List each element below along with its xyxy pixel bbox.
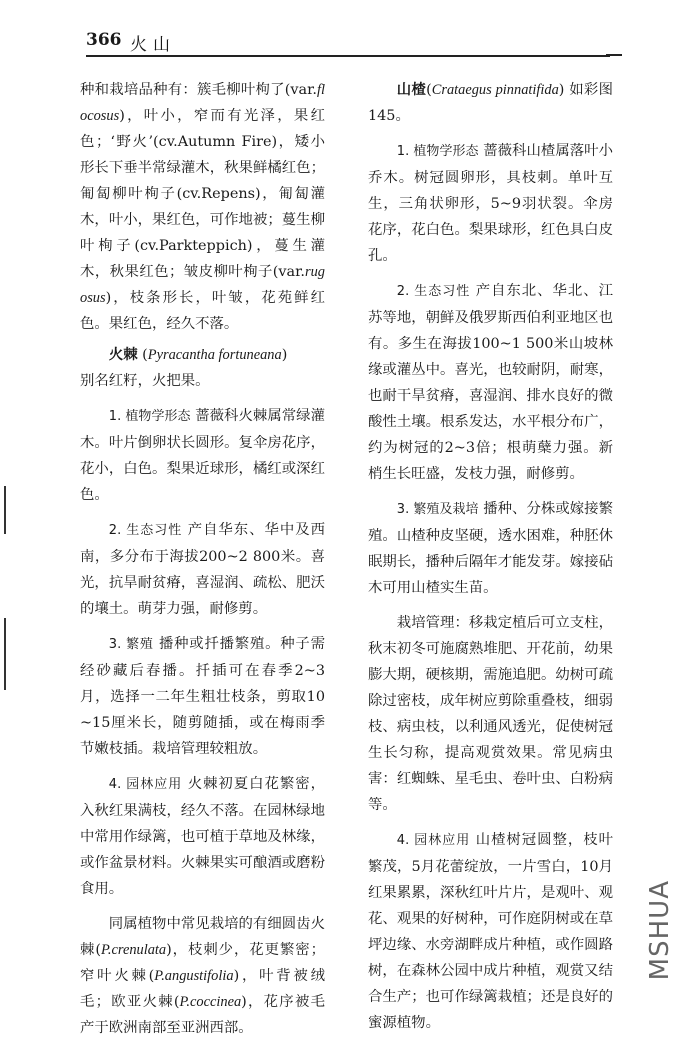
section-landscape-use: 4. 园林应用 山楂树冠圆整，枝叶繁茂，5月花蕾绽放，一片雪白，10月红果累累，深秋红叶片片，是观叶、观花、观果的好树种，可作庭阴树或在草坪边缘、水旁湖畔成片种植，或作圆路树，在森林公园中成片种植，观赏又结合生产；也可作绿篱栽植；还是良好的蜜源植物。 <box>368 832 613 1031</box>
right-column <box>368 77 613 1036</box>
cultivar-paragraph: 种和栽培品种有：簇毛柳叶枸了(var.flocosus)，叶小，窄而有光泽，果红色；‘野火’(cv.Autumn Fire)，矮小形长下垂半常绿灌木，秋果鲜橘红色；匍匐柳叶栒子(cv.Repens)，匍匐灌木，叶小，果红色，可作地被；蔓生柳叶栒子(cv.Parkteppich)，蔓生灌木，秋果红色；皱皮柳叶栒子(var.rugosus)，枝条形长，叶皱，花苑鲜红色。果红色，经久不落。 <box>80 82 325 332</box>
section-propagation: 3. 繁殖及栽培 播种、分株或嫁接繁殖。山楂种皮坚硬，透水困难，种胚休眠期长，播种后隔年才能发芽。嫁接砧木可用山楂实生苗。 <box>368 501 613 596</box>
section-ecology: 2. 生态习性 产自华东、华中及西南，多分布于海拔200~2 800米。喜光，抗旱耐贫瘠，喜湿润、疏松、肥沃的壤土。萌芽力强，耐修剪。 <box>80 522 325 617</box>
header-rule-tick <box>606 54 622 56</box>
page-header <box>86 28 610 58</box>
running-title: 火山 <box>130 35 176 55</box>
section-morphology: 1. 植物学形态 蔷薇科山楂属落叶小乔木。树冠圆卵形，具枝刺。单叶互生，三角状卵形，5~9羽状裂。伞房花序，花白色。梨果球形，红色具白皮孔。 <box>368 143 613 264</box>
left-column <box>80 77 325 1041</box>
related-species-paragraph: 同属植物中常见栽培的有细圆齿火棘(P.crenulata)，枝刺少，花更繁密；窄叶火棘(P.angustifolia)，叶背被绒毛；欧亚火棘(P.coccinea)，花序被毛产于欧洲南部至亚洲西部。 <box>80 916 325 1036</box>
scan-edge-mark <box>4 618 6 690</box>
species-heading-pyracantha: 火棘 (Pyracantha fortuneana) <box>108 346 288 363</box>
section-landscape-use: 4. 园林应用 火棘初夏白花繁密，入秋红果满枝，经久不落。在园林绿地中常用作绿篱，也可植于草地及林缘，或作盆景材料。火棘果实可酿酒或磨粉食用。 <box>80 776 325 897</box>
page-number: 366 <box>86 30 122 50</box>
cultivation-management: 栽培管理：移栽定植后可立支柱，秋末初冬可施腐熟堆肥、开花前，幼果膨大期，硬核期，需施追肥。幼树可疏除过密枝，成年树应剪除重叠枝，细弱枝、病虫枝，以利通风透光，促使树冠生长匀称，提高观赏效果。常见病虫害：红蜘蛛、星毛虫、卷叶虫、白粉病等。 <box>368 615 613 813</box>
section-propagation: 3. 繁殖 播种或扦播繁殖。种子需经砂藏后春播。扦插可在春季2~3月，选择一二年生粗壮枝条，剪取10~15厘米长，随剪随插，或在梅雨季节嫩枝插。栽培管理较粗放。 <box>80 636 325 757</box>
scan-edge-mark <box>4 486 6 534</box>
section-ecology: 2. 生态习性 产自东北、华北、江苏等地，朝鲜及俄罗斯西伯利亚地区也有。多生在海拔100~1 500米山坡林缘或灌丛中。喜光，也较耐阴，耐寒，也耐干旱贫瘠，喜湿润、排水良好的微酸性土壤。根系发达，水平根分布广，约为树冠的2~3倍；根萌蘖力强。新梢生长旺盛，发枝力强，耐修剪。 <box>368 283 613 482</box>
header-rule <box>86 55 610 57</box>
watermark: MSHUA <box>645 880 675 981</box>
species-heading-crataegus: 山楂(Crataegus pinnatifida) 如彩图145。 <box>368 81 613 124</box>
section-morphology: 1. 植物学形态 蔷薇科火棘属常绿灌木。叶片倒卵状长圆形。复伞房花序，花小，白色。梨果近球形，橘红或深红色。 <box>80 408 325 503</box>
alias-line: 别名红籽，火把果。 <box>80 373 210 389</box>
